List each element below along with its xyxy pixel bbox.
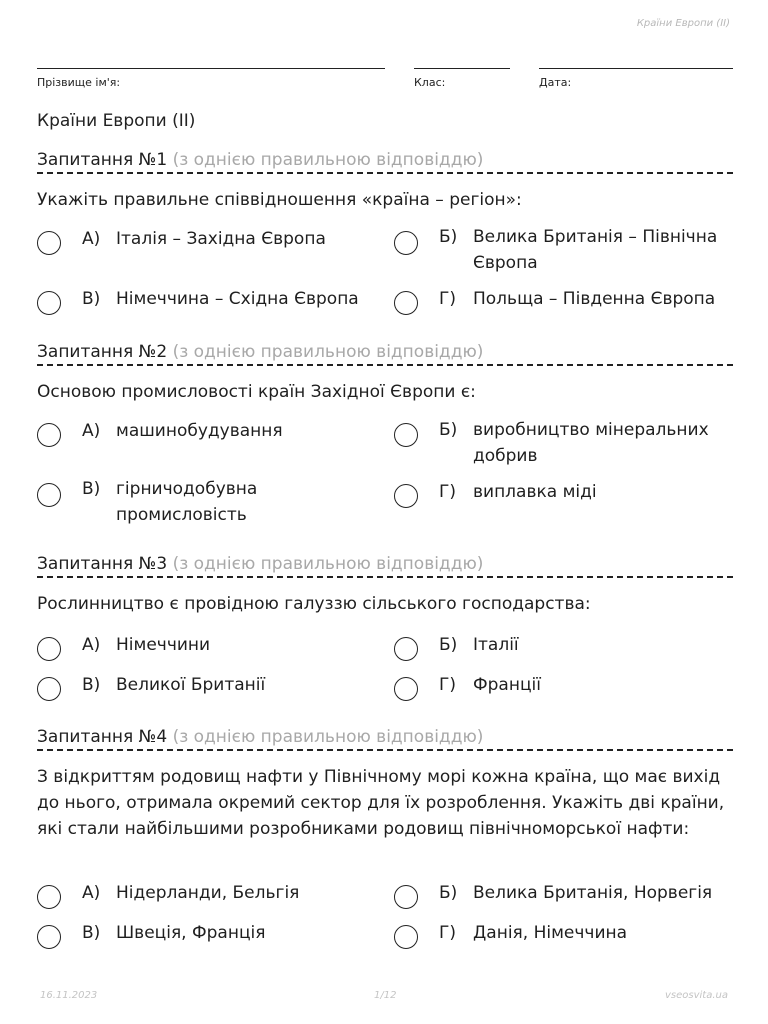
option-letter: В) [82, 479, 101, 499]
option-text: Данія, Німеччина [473, 923, 628, 943]
option-letter: В) [82, 923, 101, 943]
answer-option[interactable] [37, 476, 337, 528]
option-text: виробництво мінеральних добрив [473, 420, 709, 466]
answer-option[interactable] [394, 417, 734, 469]
question-number: Запитання №1 [37, 150, 168, 170]
date-line[interactable] [539, 68, 733, 69]
header-title: Країни Европи (II) [636, 18, 730, 29]
question-text: Основою промисловості країн Західної Європи є: [37, 382, 476, 402]
question-text: Укажіть правильне співвідношення «країна – регіон»: [37, 190, 522, 210]
radio-button[interactable] [37, 291, 61, 315]
radio-button[interactable] [37, 637, 61, 661]
question-header [37, 553, 733, 578]
radio-button[interactable] [394, 637, 418, 661]
answer-option[interactable] [394, 224, 734, 276]
option-letter: А) [82, 421, 101, 441]
radio-button[interactable] [37, 677, 61, 701]
radio-button[interactable] [394, 484, 418, 508]
option-text: Велика Британія – Північна Європа [473, 227, 718, 273]
answer-option[interactable] [37, 632, 377, 661]
radio-button[interactable] [37, 231, 61, 255]
radio-button[interactable] [394, 885, 418, 909]
option-text: Італія – Західна Європа [116, 229, 326, 249]
radio-button[interactable] [394, 291, 418, 315]
answer-option[interactable] [394, 632, 734, 661]
question-text: З відкриттям родовищ нафти у Північному морі кожна країна, що має вихід до нього, отримала окремий сектор для їх розроблення. Укажіть дві країни, які стали найбільшими розробниками родовищ північноморської нафти: [37, 767, 725, 839]
answer-option[interactable] [37, 672, 377, 701]
answer-option[interactable] [394, 880, 734, 909]
test-title: Країни Европи (II) [37, 111, 196, 131]
option-text: Польща – Південна Європа [473, 289, 716, 309]
option-letter: А) [82, 883, 101, 903]
question-type: (з однією правильною відповіддю) [172, 727, 484, 747]
question-number: Запитання №2 [37, 342, 168, 362]
option-text: Німеччини [116, 635, 211, 655]
answer-option[interactable] [394, 479, 734, 508]
footer-site: vseosvita.ua [665, 990, 728, 1001]
option-letter: Б) [439, 635, 458, 655]
option-letter: В) [82, 289, 101, 309]
option-text: Великої Британії [116, 675, 266, 695]
question-type: (з однією правильною відповіддю) [172, 554, 484, 574]
radio-button[interactable] [37, 423, 61, 447]
page-number: 1/12 [374, 990, 397, 1001]
radio-button[interactable] [394, 677, 418, 701]
option-letter: А) [82, 635, 101, 655]
radio-button[interactable] [37, 885, 61, 909]
class-line[interactable] [414, 68, 510, 69]
question-number: Запитання №3 [37, 554, 168, 574]
class-label: Клас: [414, 76, 446, 89]
question-1 [37, 149, 733, 213]
option-text: Німеччина – Східна Європа [116, 289, 359, 309]
name-line[interactable] [37, 68, 385, 69]
option-text: гірничодобувна промисловість [116, 479, 258, 525]
question-header [37, 149, 733, 174]
radio-button[interactable] [394, 925, 418, 949]
answer-option[interactable] [37, 880, 377, 909]
option-text: Італії [473, 635, 519, 655]
question-3 [37, 553, 733, 617]
radio-button[interactable] [37, 483, 61, 507]
question-2 [37, 341, 733, 405]
radio-button[interactable] [37, 925, 61, 949]
option-text: Франції [473, 675, 541, 695]
radio-button[interactable] [394, 423, 418, 447]
answer-option[interactable] [37, 286, 382, 315]
option-letter: Г) [439, 923, 456, 943]
option-letter: Б) [439, 883, 458, 903]
option-letter: А) [82, 229, 101, 249]
option-text: машинобудування [116, 421, 283, 441]
answer-option[interactable] [37, 920, 377, 949]
name-label: Прізвище ім'я: [37, 76, 121, 89]
option-letter: Г) [439, 289, 456, 309]
radio-button[interactable] [394, 231, 418, 255]
option-letter: Б) [439, 420, 458, 440]
answer-option[interactable] [37, 418, 377, 447]
answer-option[interactable] [394, 672, 734, 701]
option-text: виплавка міді [473, 482, 597, 502]
answer-option[interactable] [37, 226, 377, 255]
question-4 [37, 726, 733, 842]
option-text: Велика Британія, Норвегія [473, 883, 713, 903]
option-letter: Г) [439, 482, 456, 502]
answer-option[interactable] [394, 920, 734, 949]
option-letter: Б) [439, 227, 458, 247]
question-type: (з однією правильною відповіддю) [172, 150, 484, 170]
footer-date: 16.11.2023 [40, 990, 98, 1001]
option-text: Швеція, Франція [116, 923, 266, 943]
question-type: (з однією правильною відповіддю) [172, 342, 484, 362]
question-header [37, 341, 733, 366]
question-number: Запитання №4 [37, 727, 168, 747]
option-letter: В) [82, 675, 101, 695]
option-text: Нідерланди, Бельгія [116, 883, 300, 903]
date-label: Дата: [539, 76, 572, 89]
question-text: Рослинництво є провідною галуззю сільського господарства: [37, 594, 591, 614]
question-header [37, 726, 733, 751]
option-letter: Г) [439, 675, 456, 695]
answer-option[interactable] [394, 286, 734, 315]
